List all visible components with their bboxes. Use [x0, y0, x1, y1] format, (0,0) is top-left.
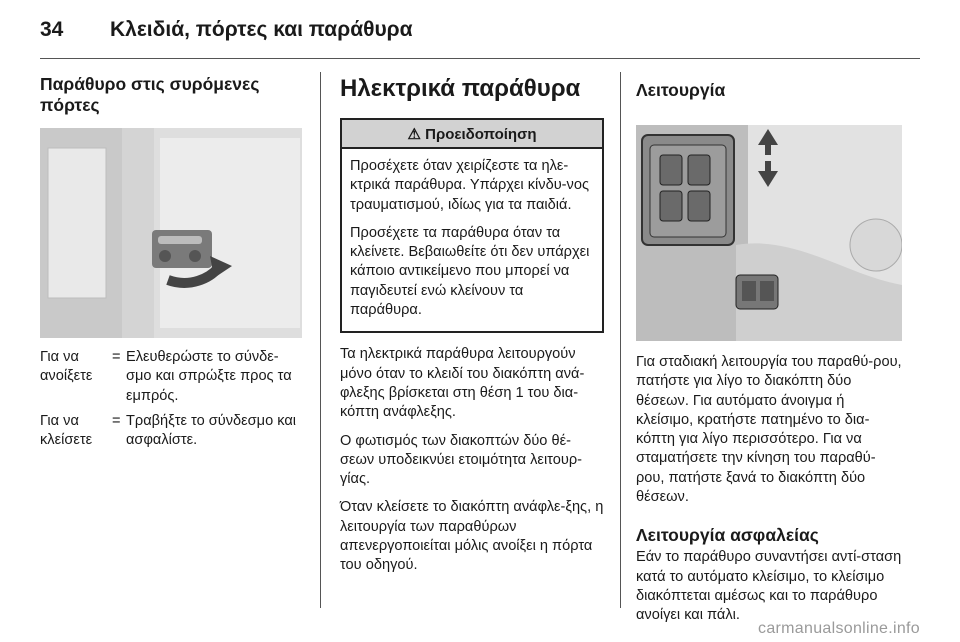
equals-sign: =	[112, 412, 121, 429]
watermark: carmanualsonline.info	[758, 620, 920, 637]
definition-row	[40, 348, 302, 406]
body-paragraph: Όταν κλείσετε το διακόπτη ανάφλε-ξης, η λειτουργία των παραθύρων απενεργοποιείται μόλις ανοίξει η πόρτα του οδηγού.	[340, 499, 604, 574]
definition-text: Τραβήξτε το σύνδεσμο και ασφαλίστε.	[126, 412, 297, 449]
body-paragraph: Ο φωτισμός των διακοπτών δύο θέ-σεων υποδεικνύει ετοιμότητα λειτουρ-γίας.	[340, 432, 583, 488]
section-body	[340, 345, 604, 575]
section-heading: Παράθυρο στις συρόμενες πόρτες	[40, 74, 260, 115]
section-body	[636, 353, 902, 626]
warning-body	[342, 149, 602, 331]
column-divider	[620, 72, 621, 608]
warning-paragraph: Προσέχετε τα παράθυρα όταν τα κλείνετε. Βεβαιωθείτε ότι δεν υπάρχει κάποιο αντικείμενο που μπορεί να παγιδευτεί ενώ κλείνουν τα παράθυρα.	[350, 224, 590, 319]
header-divider	[40, 58, 920, 59]
definition-term: Για να ανοίξετε	[40, 349, 93, 385]
equals-sign: =	[112, 349, 121, 365]
body-paragraph: Εάν το παράθυρο συναντήσει αντί-σταση κατά το αυτόματο κλείσιμο, το κλείσιμο διακόπτεται αμέσως και το παράθυρο ανοίγει και πάλι.	[636, 549, 902, 624]
warning-paragraph: Προσέχετε όταν χειρίζεστε τα ηλε-κτρικά παράθυρα. Υπάρχει κίνδυ-νος τραυματισμού, ιδίως για τα παιδιά.	[350, 158, 589, 213]
definition-list	[40, 348, 302, 450]
definition-text: Ελευθερώστε το σύνδε-σμο και σπρώξτε προς τα εμπρός.	[126, 349, 292, 404]
body-paragraph: Για σταδιακή λειτουργία του παραθύ-ρου, πατήστε για λίγο το διακόπτη δύο θέσεων. Για αυτόματο άνοιγμα ή κλείσιμο, κρατήστε πατημένο το δια-κόπτη για λίγο περισσότερο. Για να σταματήσετε την κίνηση του παραθύ-ρου, πατήστε ξανά το διακόπτη δύο θέσεων.	[636, 354, 902, 506]
window-switch-illustration	[636, 125, 902, 341]
column-power-windows	[340, 74, 604, 585]
definition-row	[40, 412, 302, 451]
section-subheading: Λειτουργία ασφαλείας	[636, 525, 819, 546]
section-heading: Λειτουργία	[636, 80, 726, 100]
definition-term: Για να κλείσετε	[40, 412, 93, 449]
warning-triangle-icon: ⚠	[407, 126, 421, 143]
column-sliding-door-window	[40, 74, 302, 456]
warning-label: Προειδοποίηση	[425, 126, 537, 143]
section-title: Ηλεκτρικά παράθυρα	[340, 75, 581, 102]
column-divider	[320, 72, 321, 608]
body-paragraph: Τα ηλεκτρικά παράθυρα λειτουργούν μόνο όταν το κλειδί του διακόπτη ανά-φλεξης βρίσκεται στη θέση 1 του δια-κόπτη ανάφλεξης.	[340, 346, 585, 421]
page-header	[40, 10, 920, 50]
sliding-door-latch-illustration	[40, 128, 302, 338]
column-operation	[636, 74, 902, 626]
page-number: 34	[40, 18, 64, 41]
warning-box	[340, 118, 604, 333]
warning-header	[342, 120, 602, 149]
page-title: Κλειδιά, πόρτες και παράθυρα	[110, 18, 413, 41]
